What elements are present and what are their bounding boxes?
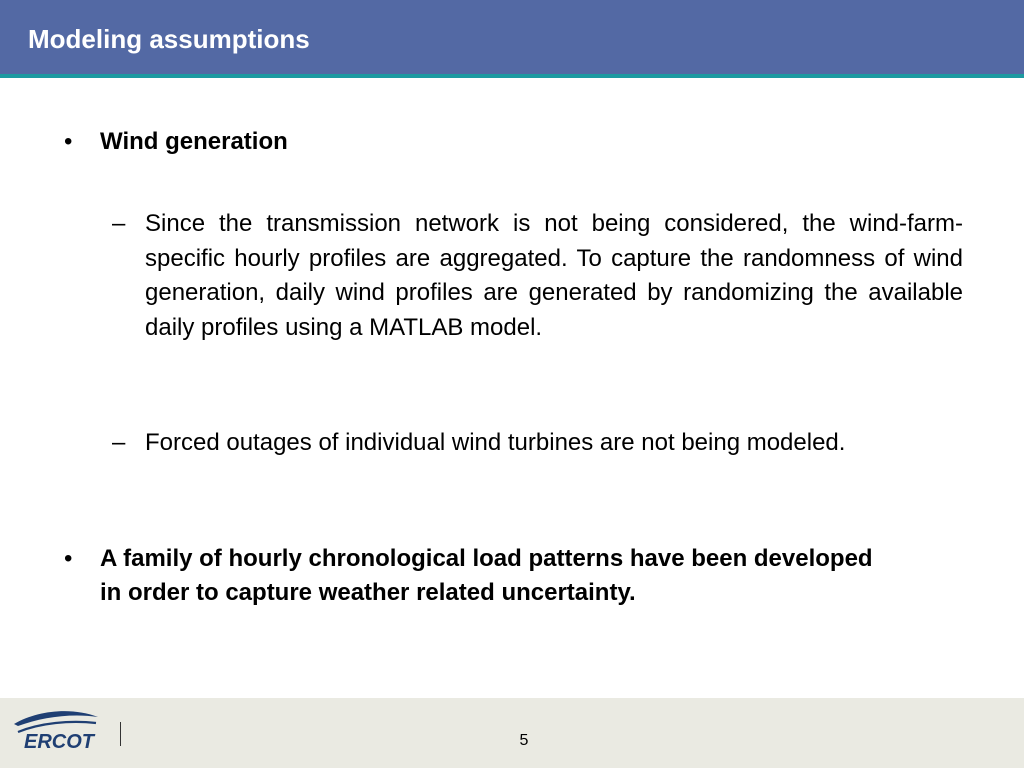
sub-bullet-text: Forced outages of individual wind turbines are not being modeled.	[145, 429, 846, 456]
footer-bar	[0, 698, 1024, 768]
footer-divider	[120, 722, 121, 746]
bullet-text: A family of hourly chronological load patterns have been developed in order to capture weather related uncertainty.	[100, 545, 873, 606]
sub-bullet-mark: –	[112, 210, 126, 237]
page-title: Modeling assumptions	[28, 24, 310, 54]
bullet-mark: •	[64, 128, 73, 155]
sub-bullet-mark: –	[112, 429, 126, 456]
sub-bullet-text: Since the transmission network is not being considered, the wind-farm-specific hourly profiles are aggregated. To capture the randomness of wind generation, daily wind profiles are generated by randomizing the available daily profiles using a MATLAB model.	[145, 210, 963, 341]
ercot-logo	[10, 708, 106, 752]
title-accent-stripe	[0, 74, 1024, 78]
bullet-text: Wind generation	[100, 128, 288, 155]
bullet-mark: •	[64, 545, 73, 572]
page-number: 5	[519, 732, 529, 749]
title-bar	[0, 0, 1024, 74]
logo-text: ERCOT	[24, 731, 94, 752]
